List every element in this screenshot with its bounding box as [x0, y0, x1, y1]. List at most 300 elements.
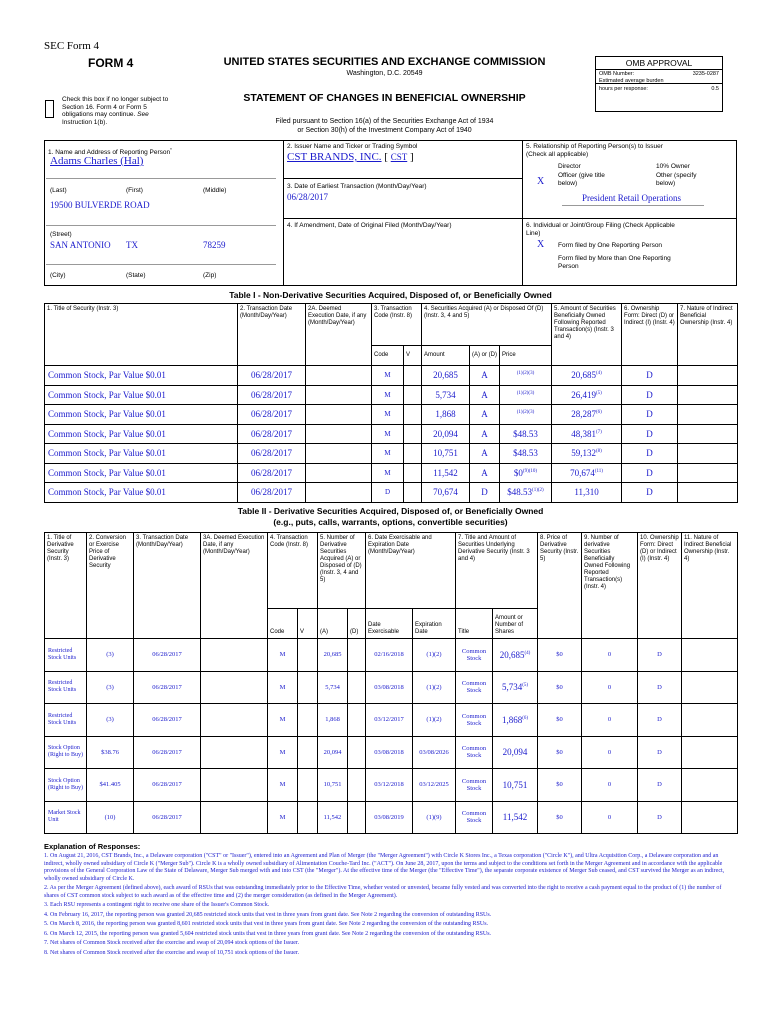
table1-row	[45, 424, 738, 444]
t1-owned-note: (4)	[595, 371, 602, 377]
t2-h11: 11. Nature of Indirect Beneficial Ownership (Instr. 4)	[682, 533, 738, 639]
t2-price: $0	[538, 671, 582, 704]
t2-title: Restricted Stock Units	[45, 671, 87, 704]
explanation-note: 2. As per the Merger Agreement (defined above), each award of RSUs that was outstanding immediately prior to the Effective Time, whether vested or unvested, became fully vested and was converted into the right to receive a cash payment equal to the product of (1) the number of shares of CST common stock subject to such award as of the effective time and (2) the merger consideration (as defined in the Merger Agreement).	[44, 885, 722, 899]
t1-amount: 10,751	[422, 444, 470, 464]
last-label: (Last)	[50, 187, 67, 194]
table2-title	[44, 506, 737, 528]
t2-price: $0	[538, 769, 582, 802]
checkbox-instructions	[62, 96, 168, 126]
t1-price	[500, 385, 552, 405]
t2-a: (A)	[318, 609, 348, 639]
t2-d	[348, 704, 366, 737]
t1-date: 06/28/2017	[238, 444, 306, 464]
state-value: TX	[126, 240, 138, 250]
t2-amt: Amount or Number of Shares	[493, 609, 538, 639]
t2-exp: Expiration Date	[413, 609, 456, 639]
t2-und-note: (6)	[522, 715, 529, 721]
t1-code: M	[372, 405, 404, 425]
t2-h2: 2. Conversion or Exercise Price of Derivative Security	[87, 533, 134, 639]
filed-pursuant-line-2: or Section 30(h) of the Investment Company Act of 1940	[297, 126, 472, 134]
table2-row	[45, 801, 738, 834]
t2-und-title: Common Stock	[456, 736, 493, 769]
t1-form: D	[622, 366, 678, 386]
t1-owned: 11,310	[552, 483, 622, 503]
t1-amount: 1,868	[422, 405, 470, 425]
t2-owned: 0	[582, 671, 638, 704]
t1-title: Common Stock, Par Value $0.01	[45, 444, 238, 464]
t2-a: 20,094	[318, 736, 348, 769]
t1-ad: A	[470, 424, 500, 444]
t1-deemed	[306, 444, 372, 464]
box2-label: 2. Issuer Name and Ticker or Trading Symbol	[287, 143, 418, 150]
t2-v	[298, 769, 318, 802]
t1-code: Code	[372, 346, 404, 366]
t1-amount: 20,094	[422, 424, 470, 444]
box5-label-1: 5. Relationship of Reporting Person(s) to Issuer	[526, 143, 663, 150]
t1-form: D	[622, 405, 678, 425]
t2-conv: (3)	[87, 704, 134, 737]
t1-nature	[678, 366, 738, 386]
ticker-open: [	[384, 151, 388, 163]
table1-row	[45, 405, 738, 425]
t1-title: Common Stock, Par Value $0.01	[45, 463, 238, 483]
t2-code: M	[268, 801, 298, 834]
t2-h7: 7. Title and Amount of Securities Underlying Derivative Security (Instr. 3 and 4)	[456, 533, 538, 609]
t2-und-amt: 10,751	[493, 769, 538, 802]
t2-price: $0	[538, 639, 582, 672]
t1-price: $\$0^{(9)(10)}$	[500, 463, 552, 483]
other-label-1: Other (specify	[656, 172, 697, 179]
officer-label	[558, 172, 605, 187]
t2-expiration: (1)(2)	[413, 639, 456, 672]
t1-v	[404, 483, 422, 503]
city-label: (City)	[50, 272, 66, 279]
ten-pct-owner-label: 10% Owner	[656, 163, 690, 170]
t1-aord: (A) or (D)	[470, 346, 500, 366]
t1-title: Common Stock, Par Value $0.01	[45, 424, 238, 444]
t2-a: 11,542	[318, 801, 348, 834]
officer-title: President Retail Operations	[582, 193, 681, 203]
t2-deemed	[201, 769, 268, 802]
t2-h1: 1. Title of Derivative Security (Instr. 3)	[45, 533, 87, 639]
t1-ad: A	[470, 366, 500, 386]
other-label	[656, 172, 696, 187]
t1-owned: 28,287$^{(6)}$	[552, 405, 622, 425]
checkbox-text-4: Instruction 1(b).	[62, 118, 108, 126]
statement-title: STATEMENT OF CHANGES IN BENEFICIAL OWNERSHIP	[243, 92, 526, 104]
t1-nature	[678, 405, 738, 425]
t2-exercisable: 03/12/2017	[366, 704, 413, 737]
t2-form: D	[638, 671, 682, 704]
t1-date: 06/28/2017	[238, 405, 306, 425]
t2-form: D	[638, 704, 682, 737]
t1-date: 06/28/2017	[238, 385, 306, 405]
t1-h7: 7. Nature of Indirect Beneficial Ownership (Instr. 4)	[678, 304, 738, 366]
t2-a: 10,751	[318, 769, 348, 802]
one-person-label: Form filed by One Reporting Person	[558, 242, 663, 249]
t1-amount: 20,685	[422, 366, 470, 386]
street-label: (Street)	[50, 231, 72, 238]
t1-nature	[678, 483, 738, 503]
t2-d	[348, 801, 366, 834]
omb-title: OMB APPROVAL	[596, 57, 722, 70]
t2-title: Stock Option (Right to Buy)	[45, 736, 87, 769]
commission-title: UNITED STATES SECURITIES AND EXCHANGE COMMISSION	[223, 56, 546, 68]
omb-hours-row	[596, 84, 722, 95]
t2-title: Restricted Stock Units	[45, 639, 87, 672]
t1-deemed	[306, 424, 372, 444]
t2-und-amt: 11,542	[493, 801, 538, 834]
officer-label-1: Officer (give title	[558, 172, 605, 179]
t1-price-note: (1)(2)	[532, 488, 544, 494]
t2-date: 06/28/2017	[134, 769, 201, 802]
t2-expiration: (1)(2)	[413, 704, 456, 737]
t1-amount: 70,674	[422, 483, 470, 503]
checkbox-text-1: Check this box if no longer subject to	[62, 96, 169, 103]
t2-und-title: Common Stock	[456, 769, 493, 802]
t2-code: Code	[268, 609, 298, 639]
table1-header-row	[45, 304, 738, 346]
t2-v: V	[298, 609, 318, 639]
explanation-note: 7. Net shares of Common Stock received after the exercise and swap of 20,094 stock options of the Issuer.	[44, 940, 300, 946]
t1-price: $\$48.53^{(1)(2)}$	[500, 483, 552, 503]
t2-h9: 9. Number of derivative Securities Beneficially Owned Following Reported Transaction(s) (Instr. 4)	[582, 533, 638, 639]
t1-price: Price	[500, 346, 552, 366]
t2-price: $0	[538, 736, 582, 769]
t2-deemed	[201, 671, 268, 704]
t2-date: 06/28/2017	[134, 736, 201, 769]
t2-d	[348, 639, 366, 672]
t2-conv: (3)	[87, 639, 134, 672]
t1-h3: 3. Transaction Code (Instr. 8)	[372, 304, 422, 346]
t1-owned-note: (8)	[595, 449, 602, 455]
box4-label: 4. If Amendment, Date of Original Filed (Month/Day/Year)	[287, 222, 452, 229]
explanation-note: 6. On March 12, 2015, the reporting person was granted 5,604 restricted stock units that vest in three years from grant date. See Note 2 regarding the conversion of the outstanding RSUs.	[44, 930, 492, 937]
t1-title: Common Stock, Par Value $0.01	[45, 483, 238, 503]
omb-number-label: OMB Number:	[599, 71, 635, 77]
explanation-note: 3. Each RSU represents a contingent right to receive one share of the Issuer's Common Stock.	[44, 902, 270, 908]
t2-expiration: (1)(9)	[413, 801, 456, 834]
t1-nature	[678, 385, 738, 405]
t1-title: Common Stock, Par Value $0.01	[45, 366, 238, 386]
t2-und-note: (5)	[522, 683, 529, 689]
t1-v	[404, 405, 422, 425]
other-label-2: below)	[656, 179, 676, 187]
t1-ad: D	[470, 483, 500, 503]
officer-mark[interactable]: X	[537, 176, 545, 187]
t2-und-title: Common Stock	[456, 639, 493, 672]
t1-title: Common Stock, Par Value $0.01	[45, 385, 238, 405]
t2-conv: (10)	[87, 801, 134, 834]
t2-code: M	[268, 639, 298, 672]
table2-header-row	[45, 533, 738, 609]
t2-d	[348, 769, 366, 802]
t1-code: M	[372, 444, 404, 464]
t2-owned: 0	[582, 639, 638, 672]
t1-deemed	[306, 463, 372, 483]
filed-pursuant	[202, 118, 567, 135]
city-value: SAN ANTONIO	[50, 240, 111, 250]
t2-date: 06/28/2017	[134, 704, 201, 737]
t1-deemed	[306, 483, 372, 503]
earliest-transaction-date: 06/28/2017	[287, 192, 329, 202]
t1-form: D	[622, 463, 678, 483]
t1-ad: A	[470, 444, 500, 464]
t2-nature	[682, 671, 738, 704]
t1-nature	[678, 463, 738, 483]
reporting-person-name[interactable]: Adams Charles (Hal)	[50, 155, 144, 167]
checkbox-text-2: Section 16. Form 4 or Form 5	[62, 103, 147, 111]
t1-h2: 2. Transaction Date (Month/Day/Year)	[238, 304, 306, 366]
zip-label: (Zip)	[203, 272, 217, 279]
ticker-close: ]	[409, 151, 414, 163]
t2-code: M	[268, 671, 298, 704]
table1-row	[45, 483, 738, 503]
omb-number-row	[596, 70, 722, 84]
t2-nature	[682, 769, 738, 802]
t2-date: 06/28/2017	[134, 639, 201, 672]
t1-date: 06/28/2017	[238, 463, 306, 483]
street-value: 19500 BULVERDE ROAD	[50, 200, 150, 210]
t2-nature	[682, 801, 738, 834]
t1-owned: 59,132$^{(8)}$	[552, 444, 622, 464]
t2-und-title: Common Stock	[456, 671, 493, 704]
t1-price: $48.53	[500, 444, 552, 464]
t2-title: Title	[456, 609, 493, 639]
t2-und-amt: 1,868$^{(6)}$	[493, 704, 538, 737]
t1-owned: 48,381$^{(7)}$	[552, 424, 622, 444]
table1-row	[45, 385, 738, 405]
filed-pursuant-line-1: Filed pursuant to Section 16(a) of the Securities Exchange Act of 1934	[275, 118, 494, 125]
t1-ad: A	[470, 385, 500, 405]
table2-row	[45, 769, 738, 802]
t1-code: M	[372, 463, 404, 483]
t2-a: 5,734	[318, 671, 348, 704]
explanation-title: Explanation of Responses:	[44, 842, 141, 851]
omb-hours-label: hours per response:	[599, 86, 648, 92]
sec-form-label: SEC Form 4	[44, 40, 100, 52]
omb-number-value: 3235-0287	[692, 71, 719, 77]
box3-label: 3. Date of Earliest Transaction (Month/Day/Year)	[287, 183, 427, 190]
more-persons-2: Person	[558, 262, 579, 270]
omb-hours-value: 0.5	[711, 86, 719, 92]
table2-row	[45, 639, 738, 672]
t2-v	[298, 801, 318, 834]
t2-owned: 0	[582, 801, 638, 834]
t2-nature	[682, 639, 738, 672]
t2-owned: 0	[582, 736, 638, 769]
t1-deemed	[306, 366, 372, 386]
t1-date: 06/28/2017	[238, 424, 306, 444]
t2-exercisable: 02/16/2018	[366, 639, 413, 672]
t1-owned: 70,674$^{(11)}$	[552, 463, 622, 483]
t1-code: D	[372, 483, 404, 503]
t2-title: Restricted Stock Units	[45, 704, 87, 737]
table1-row	[45, 463, 738, 483]
explanation-note: 4. On February 16, 2017, the reporting person was granted 20,685 restricted stock units that vest in three years from grant date. See Note 2 regarding the conversion of outstanding RSUs.	[44, 911, 492, 918]
t2-exercisable: 03/12/2018	[366, 769, 413, 802]
t1-price: $48.53	[500, 424, 552, 444]
t2-h5: 5. Number of Derivative Securities Acquired (A) or Disposed of (D) (Instr. 3, 4 and 5)	[318, 533, 366, 609]
t1-owned: 26,419$^{(5)}$	[552, 385, 622, 405]
t1-owned-note: (5)	[595, 390, 602, 396]
more-persons-1: Form filed by More than One Reporting	[558, 255, 671, 262]
t1-price	[500, 405, 552, 425]
t1-nature	[678, 424, 738, 444]
omb-burden-label: Estimated average burden	[599, 78, 664, 84]
t2-form: D	[638, 769, 682, 802]
t1-form: D	[622, 385, 678, 405]
t2-expiration: 03/08/2026	[413, 736, 456, 769]
t1-ad: A	[470, 405, 500, 425]
t1-owned: 20,685$^{(4)}$	[552, 366, 622, 386]
t2-form: D	[638, 736, 682, 769]
t2-exercisable: 03/08/2018	[366, 736, 413, 769]
t1-date: 06/28/2017	[238, 366, 306, 386]
t2-conv: $38.76	[87, 736, 134, 769]
table2-row	[45, 671, 738, 704]
t2-date: 06/28/2017	[134, 801, 201, 834]
t2-d	[348, 671, 366, 704]
t2-deemed	[201, 639, 268, 672]
more-persons-label	[558, 255, 671, 270]
t1-nature	[678, 444, 738, 464]
t2-price: $0	[538, 704, 582, 737]
t2-form: D	[638, 639, 682, 672]
t2-nature	[682, 736, 738, 769]
t2-conv: (3)	[87, 671, 134, 704]
t2-h10: 10. Ownership Form: Direct (D) or Indirect (I) (Instr. 4)	[638, 533, 682, 639]
t2-deemed	[201, 801, 268, 834]
t1-v: V	[404, 346, 422, 366]
box1-label: 1. Name and Address of Reporting Person*	[48, 147, 172, 157]
t2-und-amt: 20,094	[493, 736, 538, 769]
t2-expiration: 03/12/2025	[413, 769, 456, 802]
t1-owned-note: (6)	[595, 410, 602, 416]
one-person-mark[interactable]: X	[537, 239, 545, 250]
t2-h6: 6. Date Exercisable and Expiration Date (Month/Day/Year)	[366, 533, 456, 609]
t2-v	[298, 639, 318, 672]
checkbox-text-3: obligations may continue.	[62, 111, 136, 118]
t1-v	[404, 366, 422, 386]
table1-row	[45, 444, 738, 464]
table2-title-2: (e.g., puts, calls, warrants, options, convertible securities)	[273, 517, 508, 527]
form-title: FORM 4	[88, 56, 134, 70]
t1-owned-note: (7)	[595, 429, 602, 435]
t1-form: D	[622, 444, 678, 464]
t2-deemed	[201, 704, 268, 737]
director-label: Director	[558, 163, 581, 170]
t1-v	[404, 385, 422, 405]
first-label: (First)	[126, 187, 143, 194]
t1-h1: 1. Title of Security (Instr. 3)	[45, 304, 238, 366]
t1-h4: 4. Securities Acquired (A) or Disposed Of (D) (Instr. 3, 4 and 5)	[422, 304, 552, 346]
box6-label-1: 6. Individual or Joint/Group Filing (Check Applicable	[526, 222, 675, 229]
t2-title: Market Stock Unit	[45, 801, 87, 834]
state-label: (State)	[126, 272, 146, 279]
ticker-link[interactable]: CST	[390, 152, 408, 162]
t1-price-note: (1)(2)(3)	[516, 371, 535, 377]
t1-date: 06/28/2017	[238, 483, 306, 503]
t1-price	[500, 366, 552, 386]
commission-location: Washington, D.C. 20549	[346, 70, 423, 77]
table1	[44, 303, 738, 503]
t2-owned: 0	[582, 769, 638, 802]
t1-form: D	[622, 424, 678, 444]
t2-h4: 4. Transaction Code (Instr. 8)	[268, 533, 318, 609]
explanation-note: 1. On August 21, 2016, CST Brands, Inc., a Delaware corporation ("CST" or "Issuer"), entered into an Agreement and Plan of Merger (the "Merger Agreement") with Circle K Stores Inc., a Texas corporation ("Circle K"), and Ultra Acquisition Corp., a Delaware corporation and an indirect, wholly owned subsidiary of Circle K ("Merger Sub"). Circle K is a wholly owned subsidiary of Alimentation Couche-Tard Inc. ("ACT"). On June 28, 2017, upon the terms and subject to the conditions set forth in the Merger Agreement and in accordance with the applicable provisions of the General Corporation Law of the State of Delaware, Merger Sub merged with and into CST (the "Merger"). At the effective time of the Merger (the "Effective Time"), the separate corporate existence of Merger Sub ceased, and CST survived the Merger as an indirect, wholly owned subsidiary of Circle K.	[44, 853, 725, 882]
t2-v	[298, 736, 318, 769]
t2-d: (D)	[348, 609, 366, 639]
t1-amount: Amount	[422, 346, 470, 366]
t1-h5: 5. Amount of Securities Beneficially Owned Following Reported Transaction(s) (Instr. 3 and 4)	[552, 304, 622, 366]
t2-conv: $41.405	[87, 769, 134, 802]
t2-h3a: 3A. Deemed Execution Date, if any (Month/Day/Year)	[201, 533, 268, 639]
t2-price: $0	[538, 801, 582, 834]
t1-amount: 11,542	[422, 463, 470, 483]
table1-title: Table I - Non-Derivative Securities Acquired, Disposed of, or Beneficially Owned	[229, 290, 552, 300]
t1-amount: 5,734	[422, 385, 470, 405]
table1-row	[45, 366, 738, 386]
t2-h3: 3. Transaction Date (Month/Day/Year)	[134, 533, 201, 639]
t2-h8: 8. Price of Derivative Security (Instr. 5)	[538, 533, 582, 639]
t2-date-ex: Date Exercisable	[366, 609, 413, 639]
t2-title: Stock Option (Right to Buy)	[45, 769, 87, 802]
box6-label	[526, 222, 675, 237]
t2-und-amt: 5,734$^{(5)}$	[493, 671, 538, 704]
t1-v	[404, 444, 422, 464]
t2-v	[298, 704, 318, 737]
t1-deemed	[306, 405, 372, 425]
t2-und-amt: 20,685$^{(4)}$	[493, 639, 538, 672]
t2-exercisable: 03/08/2018	[366, 671, 413, 704]
t1-v	[404, 463, 422, 483]
t2-deemed	[201, 736, 268, 769]
t2-code: M	[268, 736, 298, 769]
t1-price-note: (1)(2)(3)	[516, 410, 535, 416]
no-longer-subject-checkbox[interactable]	[45, 100, 54, 118]
zip-value: 78259	[203, 240, 226, 250]
explanation-notes	[44, 853, 734, 959]
t2-und-note: (4)	[524, 650, 531, 656]
t1-price-note: (1)(2)(3)	[516, 390, 535, 396]
t1-code: M	[372, 366, 404, 386]
t2-date: 06/28/2017	[134, 671, 201, 704]
t2-a: 20,685	[318, 639, 348, 672]
t1-deemed	[306, 385, 372, 405]
t2-nature	[682, 704, 738, 737]
t1-ad: A	[470, 463, 500, 483]
middle-label: (Middle)	[203, 187, 227, 194]
omb-approval-box	[595, 56, 723, 112]
explanation-note: 5. On March 8, 2016, the reporting person was granted 8,601 restricted stock units that vest in three years from grant date. See Note 2 regarding the conversion of the outstanding RSUs.	[44, 921, 489, 927]
table2-row	[45, 704, 738, 737]
issuer-name-link[interactable]: CST BRANDS, INC.	[287, 151, 382, 163]
t2-v	[298, 671, 318, 704]
t1-owned-note: (11)	[594, 468, 603, 474]
box5-label	[526, 143, 663, 158]
t2-expiration: (1)(2)	[413, 671, 456, 704]
t1-title: Common Stock, Par Value $0.01	[45, 405, 238, 425]
t1-form: D	[622, 483, 678, 503]
t1-price-note: (9)(10)	[522, 468, 538, 474]
t1-code: M	[372, 385, 404, 405]
t1-h2a: 2A. Deemed Execution Date, if any (Month/Day/Year)	[306, 304, 372, 366]
t2-exercisable: 03/08/2019	[366, 801, 413, 834]
t2-a: 1,868	[318, 704, 348, 737]
t2-und-title: Common Stock	[456, 801, 493, 834]
